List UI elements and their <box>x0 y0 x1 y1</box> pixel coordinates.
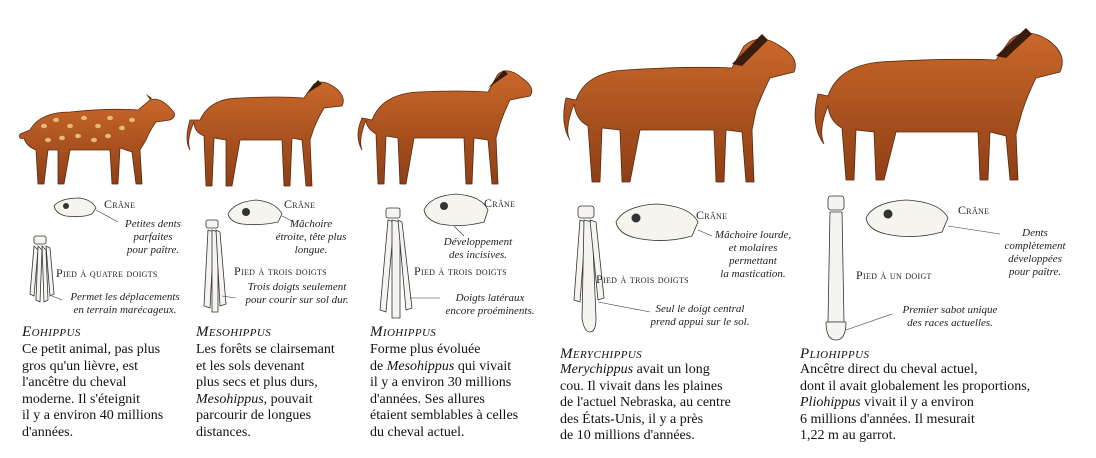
miohippus-foot-note: Doigts latéraux encore proéminents. <box>445 292 535 317</box>
pliohippus-illustration <box>815 28 1062 340</box>
miohippus-skull-label: Crâne <box>484 196 516 210</box>
mesohippus-skull-note: Mâchoire étroite, tête plus longue. <box>275 218 347 256</box>
pliohippus-description: Ancêtre direct du cheval actuel, dont il avait globalement les proportions, Pliohippus vivait il y a environ 6 millions d'années. Il mesurait 1,22 m au garrot. <box>800 362 1031 443</box>
merychippus-foot-label: Pied à trois doigts <box>596 272 689 286</box>
mesohippus-description: Les forêts se clairsemant et les sols devenant plus secs et plus durs, Mesohippus, pouvait parcourir de longues distances. <box>196 342 335 440</box>
mesohippus-foot-label: Pied à trois doigts <box>234 264 327 278</box>
pliohippus-skull-label: Crâne <box>958 203 990 217</box>
mesohippus-name: Mesohippus <box>196 324 272 340</box>
miohippus-description: Forme plus évoluée de Mesohippus qui vivait il y a environ 30 millions d'années. Ses allures étaient semblables à celles du cheval actuel. <box>370 342 519 440</box>
eohippus-skull-label: Crâne <box>104 197 136 211</box>
merychippus-foot-note: Seul le doigt central prend appui sur le sol. <box>650 303 750 328</box>
merychippus-name: Merychippus <box>560 346 643 362</box>
merychippus-skull-label: Crâne <box>696 208 728 222</box>
mesohippus-skull-label: Crâne <box>284 197 316 211</box>
pliohippus-skull-note: Dents complètement développées pour paître. <box>1004 227 1066 278</box>
pliohippus-foot-label: Pied à un doigt <box>856 268 932 282</box>
miohippus-foot-label: Pied à trois doigts <box>414 264 507 278</box>
eohippus-name: Eohippus <box>22 324 81 340</box>
eohippus-description: Ce petit animal, pas plus gros qu'un lièvre, est l'ancêtre du cheval moderne. Il s'éteignit il y a environ 40 millions d'années. <box>22 342 164 440</box>
miohippus-illustration <box>358 70 532 318</box>
eohippus-skull-note: Petites dents parfaites pour paître. <box>125 218 181 256</box>
miohippus-name: Miohippus <box>370 324 437 340</box>
merychippus-skull-note: Mâchoire lourde, et molaires permettant la mastication. <box>714 229 792 280</box>
eohippus-foot-label: Pied à quatre doigts <box>56 266 158 280</box>
merychippus-description: Merychippus avait un long cou. Il vivait dans les plaines de l'actuel Nebraska, au centre des États-Unis, il y a près de 10 millions d'années. <box>560 362 731 443</box>
miohippus-skull-note: Développement des incisives. <box>443 236 513 261</box>
eohippus-foot-note: Permet les déplacements en terrain marécageux. <box>70 291 180 316</box>
pliohippus-foot-note: Premier sabot unique des races actuelles. <box>902 304 998 329</box>
merychippus-illustration <box>564 34 796 332</box>
mesohippus-foot-note: Trois doigts seulement pour courir sur sol dur. <box>245 281 349 306</box>
pliohippus-name: Pliohippus <box>800 346 870 362</box>
